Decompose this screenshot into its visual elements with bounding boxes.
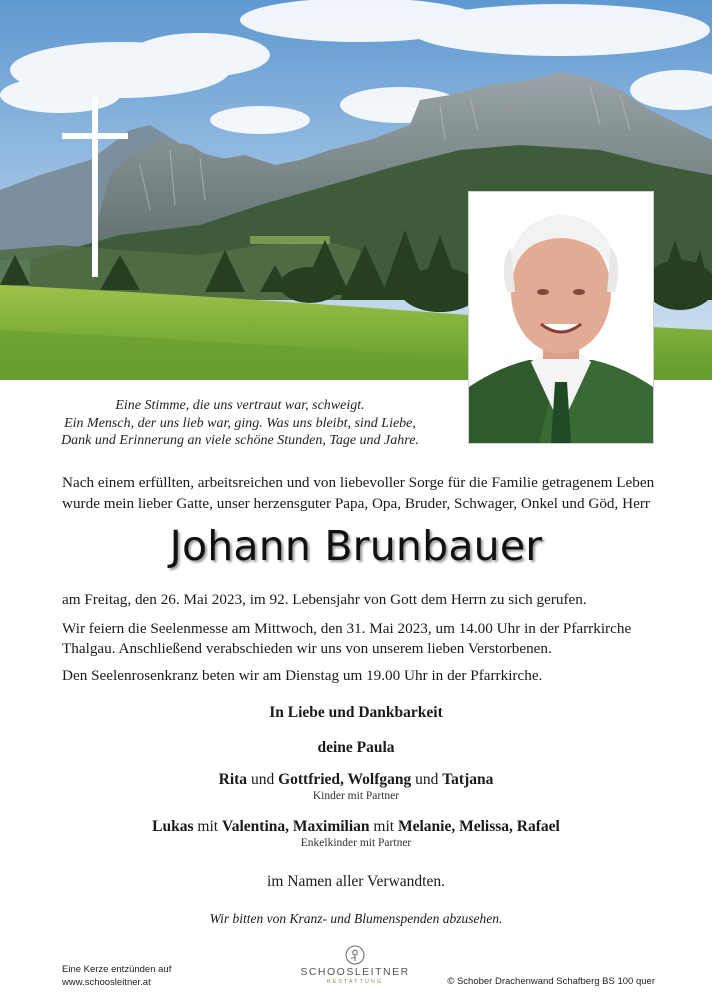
candle-text: Eine Kerze entzünden auf [62, 964, 172, 975]
poem-verse [40, 397, 440, 450]
intro-line: wurde mein lieber Gatte, unser herzensguter Papa, Opa, Bruder, Schwager, Onkel und Göd, Herr [62, 495, 650, 512]
logo-subtitle: BESTATTUNG [326, 979, 384, 985]
deceased-name: Johann Brunbauer [169, 522, 543, 570]
child-name: Tatjana [442, 771, 494, 788]
mass-line: Wir feiern die Seelenmesse am Mittwoch, den 31. Mai 2023, um 14.00 Uhr in der Pfarrkirche [62, 620, 632, 637]
intro-paragraph [62, 472, 655, 514]
grandchildren-names [0, 818, 712, 836]
rosary-line: Den Seelenrosenkranz beten wir am Dienstag um 19.00 Uhr in der Pfarrkirche. [62, 667, 543, 684]
children-caption: Kinder mit Partner [312, 790, 400, 802]
child-name: Rita [218, 771, 248, 788]
connector: mit [197, 818, 219, 835]
spouse-name: deine Paula [317, 739, 395, 756]
rosary-announcement [62, 666, 657, 686]
poem-line: Ein Mensch, der uns lieb war, ging. Was uns bleibt, sind Liebe, [64, 415, 416, 431]
grandchild-name: Valentina, Maximilian [221, 818, 370, 835]
funeral-home-logo [300, 945, 410, 985]
poem-line: Dank und Erinnerung an viele schöne Stunden, Tage und Jahre. [61, 433, 419, 448]
mass-announcement [62, 619, 657, 659]
child-name: Gottfried, Wolfgang [278, 771, 412, 788]
death-notice-line: am Freitag, den 26. Mai 2023, im 92. Lebensjahr von Gott dem Herrn zu sich gerufen. [62, 591, 587, 608]
portrait-photo [469, 192, 653, 443]
death-notice [62, 590, 657, 610]
candle-url-link[interactable]: www.schoosleitner.at [62, 977, 151, 988]
connector: und [250, 771, 275, 788]
grandchild-name: Lukas [152, 818, 194, 835]
copyright-note: © Schober Drachenwand Schafberg BS 100 quer [447, 976, 655, 987]
logo-name: SCHOOSLEITNER [300, 966, 410, 978]
grandchild-name: Melanie, Melissa, Rafael [397, 818, 560, 835]
children-names [0, 771, 712, 789]
signoff-line: In Liebe und Dankbarkeit [269, 704, 443, 721]
cross-icon [62, 97, 128, 277]
relatives-line: im Namen aller Verwandten. [267, 873, 445, 890]
candle-link-block [62, 963, 171, 989]
grandchildren-caption: Enkelkinder mit Partner [300, 837, 412, 849]
rose-emblem-icon [345, 945, 365, 965]
poem-line: Eine Stimme, die uns vertraut war, schweigt. [115, 398, 365, 413]
connector: und [415, 771, 439, 788]
intro-line: Nach einem erfüllten, arbeitsreichen und von liebevoller Sorge für die Familie getragenem Leben [62, 474, 655, 491]
connector: mit [373, 818, 395, 835]
mass-line: Thalgau. Anschließend verabschieden wir uns von unserem lieben Verstorbenen. [62, 640, 552, 657]
donations-note: Wir bitten von Kranz- und Blumenspenden abzusehen. [209, 911, 503, 926]
